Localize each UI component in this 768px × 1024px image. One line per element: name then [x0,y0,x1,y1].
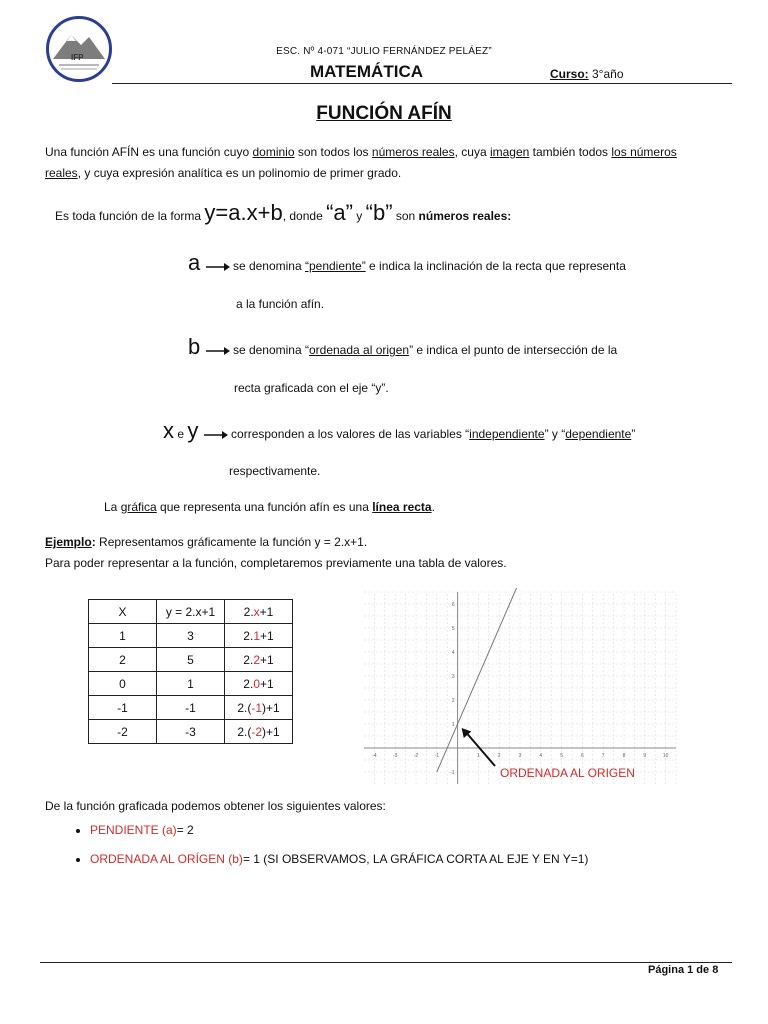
arrow-right-icon [204,262,230,272]
y-tick-label: 5 [451,626,455,632]
table-cell: -2 [89,720,157,744]
def-b: b se denomina “ordenada al origen” e indica el punto de intersección de la [188,334,618,359]
header-rule [112,83,732,84]
x-tick-label: 10 [662,753,669,759]
def-b-cont: recta graficada con el eje “y”. [234,381,389,395]
table-header-x: X [89,600,157,624]
table-cell: 1 [89,624,157,648]
list-item: • ORDENADA AL ORÍGEN (b)= 1 (SI OBSERVAMOS, LA GRÁFICA CORTA AL EJE Y EN Y=1) [90,849,588,870]
form-line: Es toda función de la forma y=a.x+b, donde “a” y “b” son números reales: [55,200,512,225]
table-cell: 2.0+1 [225,672,293,696]
example-line: Ejemplo: Representamos gráficamente la función y = 2.x+1. [45,535,368,549]
graph-statement: La gráfica que representa una función afín es una línea recta. [104,500,435,514]
arrow-right-icon [202,430,228,440]
page-number: Página 1 de 8 [648,964,719,976]
x-tick-label: 1 [477,753,480,759]
annotation-arrow-line [467,733,495,766]
table-cell: -1 [157,696,225,720]
y-tick-label: 4 [451,650,455,656]
x-tick-label: 7 [601,753,605,759]
page-title: FUNCIÓN AFÍN [316,103,452,124]
table-cell: -3 [157,720,225,744]
ordinate-origin-annotation: ORDENADA AL ORIGEN [500,766,635,780]
x-tick-label: 6 [581,753,584,759]
values-table [88,599,293,744]
table-row [89,696,293,720]
x-tick-label: 2 [497,753,501,759]
school-name: ESC. Nº 4-071 “JULIO FERNÁNDEZ PELÁEZ” [276,46,492,57]
y-tick-label: 2 [451,698,455,704]
table-cell: -1 [89,696,157,720]
affine-function-chart [360,588,680,788]
table-cell: 1 [157,672,225,696]
x-tick-label: 9 [643,753,647,759]
table-cell: 0 [89,672,157,696]
table-row [89,672,293,696]
def-xy-cont: respectivamente. [229,464,321,478]
subject-title: MATEMÁTICA [310,62,423,81]
x-tick-label: -2 [413,753,419,759]
table-row [89,624,293,648]
x-tick-label: -4 [372,753,377,759]
y-tick-label: 3 [451,674,455,680]
y-tick-label: 6 [451,602,455,608]
footer-rule [40,962,732,963]
table-header-calc: 2.x+1 [225,600,293,624]
x-tick-label: -3 [392,753,398,759]
table-row [89,648,293,672]
table-cell: 5 [157,648,225,672]
x-tick-label: 8 [622,753,626,759]
intro-paragraph: Una función AFÍN es una función cuyo dominio son todos los números reales, cuya imagen también todos los números reales, y cuya expresión analítica es un polinomio de primer grado. [45,145,677,180]
table-cell: 2.(-2)+1 [225,720,293,744]
x-tick-label: -1 [434,753,440,759]
course-label: Curso: 3°año [550,67,624,81]
y-tick-label: 1 [451,722,455,728]
table-row [89,720,293,744]
arrow-right-icon [204,346,230,356]
y-tick-label: -1 [450,770,455,776]
table-cell: 2.(-1)+1 [225,696,293,720]
table-cell: 3 [157,624,225,648]
table-cell: 2.2+1 [225,648,293,672]
x-tick-label: 5 [560,753,563,759]
def-xy: x e y corresponden a los valores de las variables “independiente” y “dependiente” [163,418,636,443]
table-cell: 2.1+1 [225,624,293,648]
results-list [45,820,588,878]
table-header-y: y = 2.x+1 [157,600,225,624]
example-line-2: Para poder representar a la función, completaremos previamente una tabla de valores. [45,556,507,570]
function-line [434,588,524,772]
x-tick-label: 4 [539,753,543,759]
def-a-cont: a la función afín. [236,297,325,311]
table-cell: 2 [89,648,157,672]
def-a: a se denomina “pendiente” e indica la inclinación de la recta que representa [188,250,626,275]
logo-text: IFP [71,53,84,62]
list-item: • PENDIENTE (a)= 2 [90,820,588,841]
x-tick-label: 3 [518,753,522,759]
table-header-row [89,600,293,624]
results-intro: De la función graficada podemos obtener los siguientes valores: [45,799,386,813]
